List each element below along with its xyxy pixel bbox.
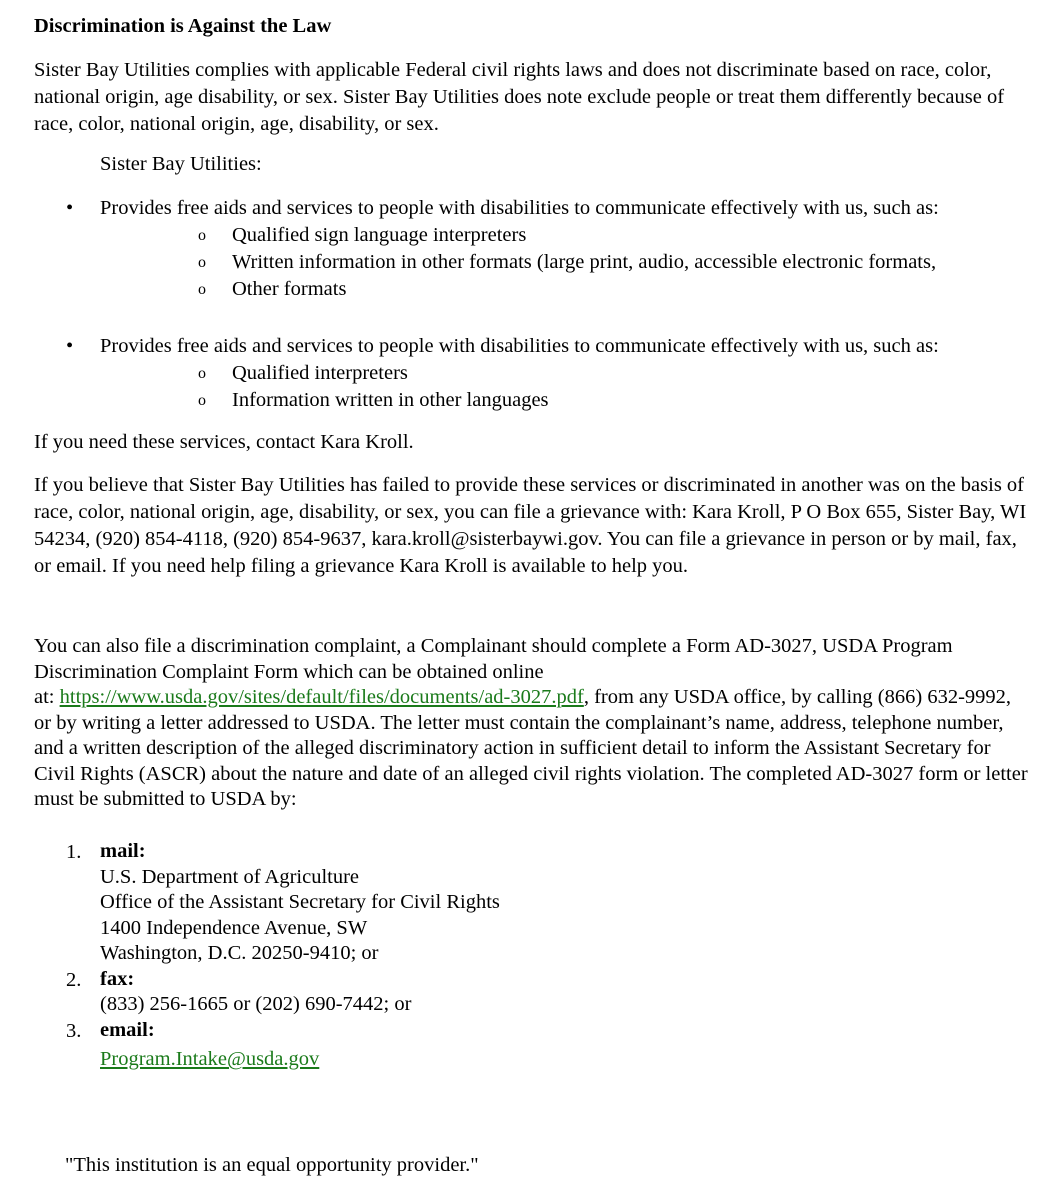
submission-methods-list [34,839,834,1073]
sub-bullet-text: Written information in other formats (large print, audio, accessible electronic formats, [232,251,937,273]
submission-method-fax [34,967,834,1018]
sub-bullet-text: Information written in other languages [232,389,549,411]
submission-method-mail [34,839,834,967]
services-intro-label: Sister Bay Utilities: [100,153,262,175]
document-title: Discrimination is Against the Law [34,15,332,37]
list-number: 3. [66,1019,82,1042]
address-line: Washington, D.C. 20250-9410; or [100,942,379,964]
address-line: 1400 Independence Avenue, SW [100,916,368,939]
bullet-list-item [34,333,1034,414]
sub-bullet-marker: o [198,281,206,298]
usda-paragraph-text: at: [34,686,60,708]
method-heading: fax: [100,967,135,990]
submission-method-email [34,1018,834,1073]
sub-bullet-text: Qualified interpreters [232,362,408,384]
address-line: U.S. Department of Agriculture [100,865,360,888]
bullet-marker: • [66,197,74,219]
bullet-text: Provides free aids and services to people with disabilities to communicate effectively with us, such as: [100,197,939,219]
compliance-paragraph: Sister Bay Utilities complies with applicable Federal civil rights laws and does not discriminate based on race, color, national origin, age disability, or sex. Sister Bay Utilities does note exclude people or treat them differently because of race, color, national origin, age, disability, or sex. [34,59,1005,135]
usda-complaint-paragraph [34,634,1029,813]
grievance-paragraph: If you believe that Sister Bay Utilities has failed to provide these services or discriminated in another was on the basis of race, color, national origin, age, disability, or sex, you can file a grievance with: Kara Kroll, P O Box 655, Sister Bay, WI 54234, (920) 854-4118, (920) 854-9637, kara.kroll@sisterbaywi.gov. You can file a grievance in person or by mail, fax, or email. If you need help filing a grievance Kara Kroll is available to help you. [34,474,1027,577]
fax-numbers: (833) 256-1665 or (202) 690-7442; or [100,993,412,1015]
email-link[interactable]: Program.Intake@usda.gov [100,1048,320,1070]
ad-3027-form-link[interactable]: https://www.usda.gov/sites/default/files/documents/ad-3027.pdf [59,686,584,708]
sub-bullet-text: Other formats [232,278,347,300]
list-number: 1. [66,841,82,863]
method-heading: email: [100,1018,155,1041]
bullet-text: Provides free aids and services to people with disabilities to communicate effectively with us, such as: [100,335,939,357]
bullet-list-item [34,195,1034,303]
sub-bullet-marker: o [198,365,206,382]
usda-paragraph-text: , from any USDA office, by calling (866) 632-9992, or by writing a letter addressed to USDA. The letter must contain the complainant’s name, address, telephone number, and a written description of the alleged discriminatory action in sufficient detail to inform the Assistant Secretary for Civil Rights (ASCR) about the nature and date of an alleged civil rights violation. The completed AD-3027 form or letter must be submitted to USDA by: [34,686,1028,810]
usda-paragraph-text: You can also file a discrimination complaint, a Complainant should complete a Form AD-3027, USDA Program Discrimination Complaint Form which can be obtained online [34,635,953,683]
sub-bullet-marker: o [198,392,206,409]
contact-line: If you need these services, contact Kara Kroll. [34,431,414,453]
list-number: 2. [66,968,82,991]
bullet-marker: • [66,335,74,357]
sub-bullet-text: Qualified sign language interpreters [232,224,527,246]
sub-bullet-marker: o [198,254,206,271]
sub-bullet-marker: o [198,227,206,244]
method-heading: mail: [100,840,146,862]
equal-opportunity-statement: "This institution is an equal opportunity provider." [65,1154,479,1176]
address-line: Office of the Assistant Secretary for Civil Rights [100,891,500,913]
